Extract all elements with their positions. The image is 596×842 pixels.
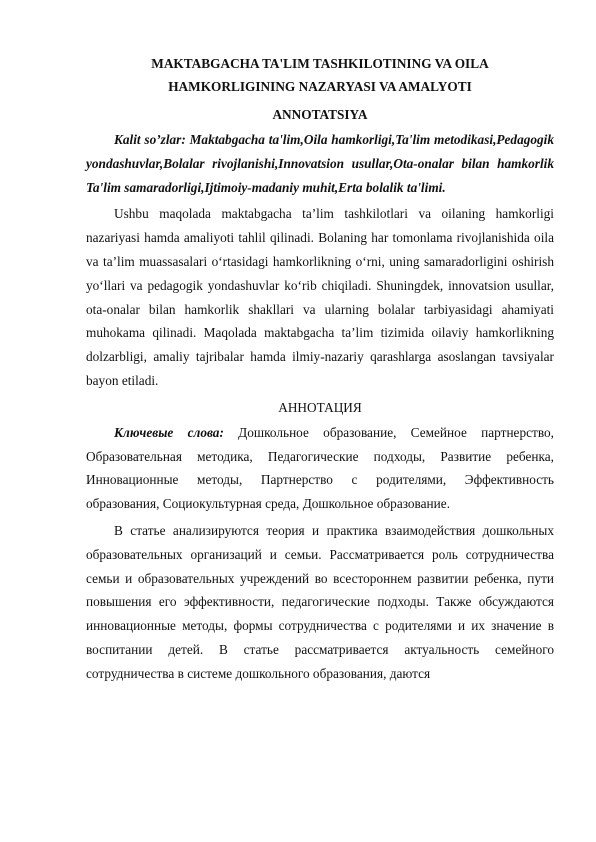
keywords-uz xyxy=(86,128,554,199)
keywords-ru xyxy=(86,421,554,516)
title-line-2: HAMKORLIGINING NAZARYASI VA AMALYOTI xyxy=(168,79,472,94)
keywords-ru-label: Ключевые слова: xyxy=(114,424,224,440)
title-line-1: MAKTABGACHA TA'LIM TASHKILOTINING VA OILA xyxy=(151,56,489,71)
keywords-uz-label: Kalit so’zlar: xyxy=(114,132,186,147)
annotation-ru-heading: АННОТАЦИЯ xyxy=(278,399,362,415)
abstract-uz: Ushbu maqolada maktabgacha ta’lim tashkilotlari va oilaning hamkorligi nazariyasi hamda amaliyoti tahlil qilinadi. Bolaning har tomonlama rivojlanishida oila va ta’lim muassasalari o‘rtasidagi hamkorlikning o‘rni, uning samaradorligini oshirish yo‘llari va pedagogik yondashuvlar ko‘rib chiqiladi. Shuningdek, innovatsion usullar, ota-onalar bilan hamkorlik shakllari va ularning bolalar tarbiyasidagi ahamiyati muhokama qilinadi. Maqolada maktabgacha ta’lim tizimida oilaviy hamkorlikning dolzarbligi, amaliy tajribalar hamda ilmiy-nazariy qarashlarga asoslangan tavsiyalar bayon etiladi. xyxy=(86,206,554,388)
abstract-ru: В статье анализируются теория и практика взаимодействия дошкольных образовательных организаций и семьи. Рассматривается роль сотрудничества семьи и образовательных учреждений во всестороннем развитии ребенка, пути повышения его эффективности, педагогические подходы. Также обсуждаются инновационные методы, формы сотрудничества с родителями и их значение в воспитании детей. В статье рассматривается актуальность семейного сотрудничества в системе дошкольного образования, даются xyxy=(86,522,554,681)
document-page xyxy=(86,52,554,686)
keywords-ru-list: Дошкольное образование, Семейное партнерство, Образовательная методика, Педагогические подходы, Развитие ребенка, Инновационные методы, Партнерство с родителями, Эффективность образования, Социокультурная среда, Дошкольное образование. xyxy=(86,424,554,512)
annotation-uz-heading: ANNOTATSIYA xyxy=(272,107,368,122)
keywords-uz-list: Maktabgacha ta'lim,Oila hamkorligi,Ta'lim metodikasi,Pedagogik yondashuvlar,Bolalar rivojlanishi,Innovatsion usullar,Ota-onalar bilan hamkorlik Ta'lim samaradorligi,Ijtimoiy-madaniy muhit,Erta bolalik ta'limi. xyxy=(86,132,555,195)
